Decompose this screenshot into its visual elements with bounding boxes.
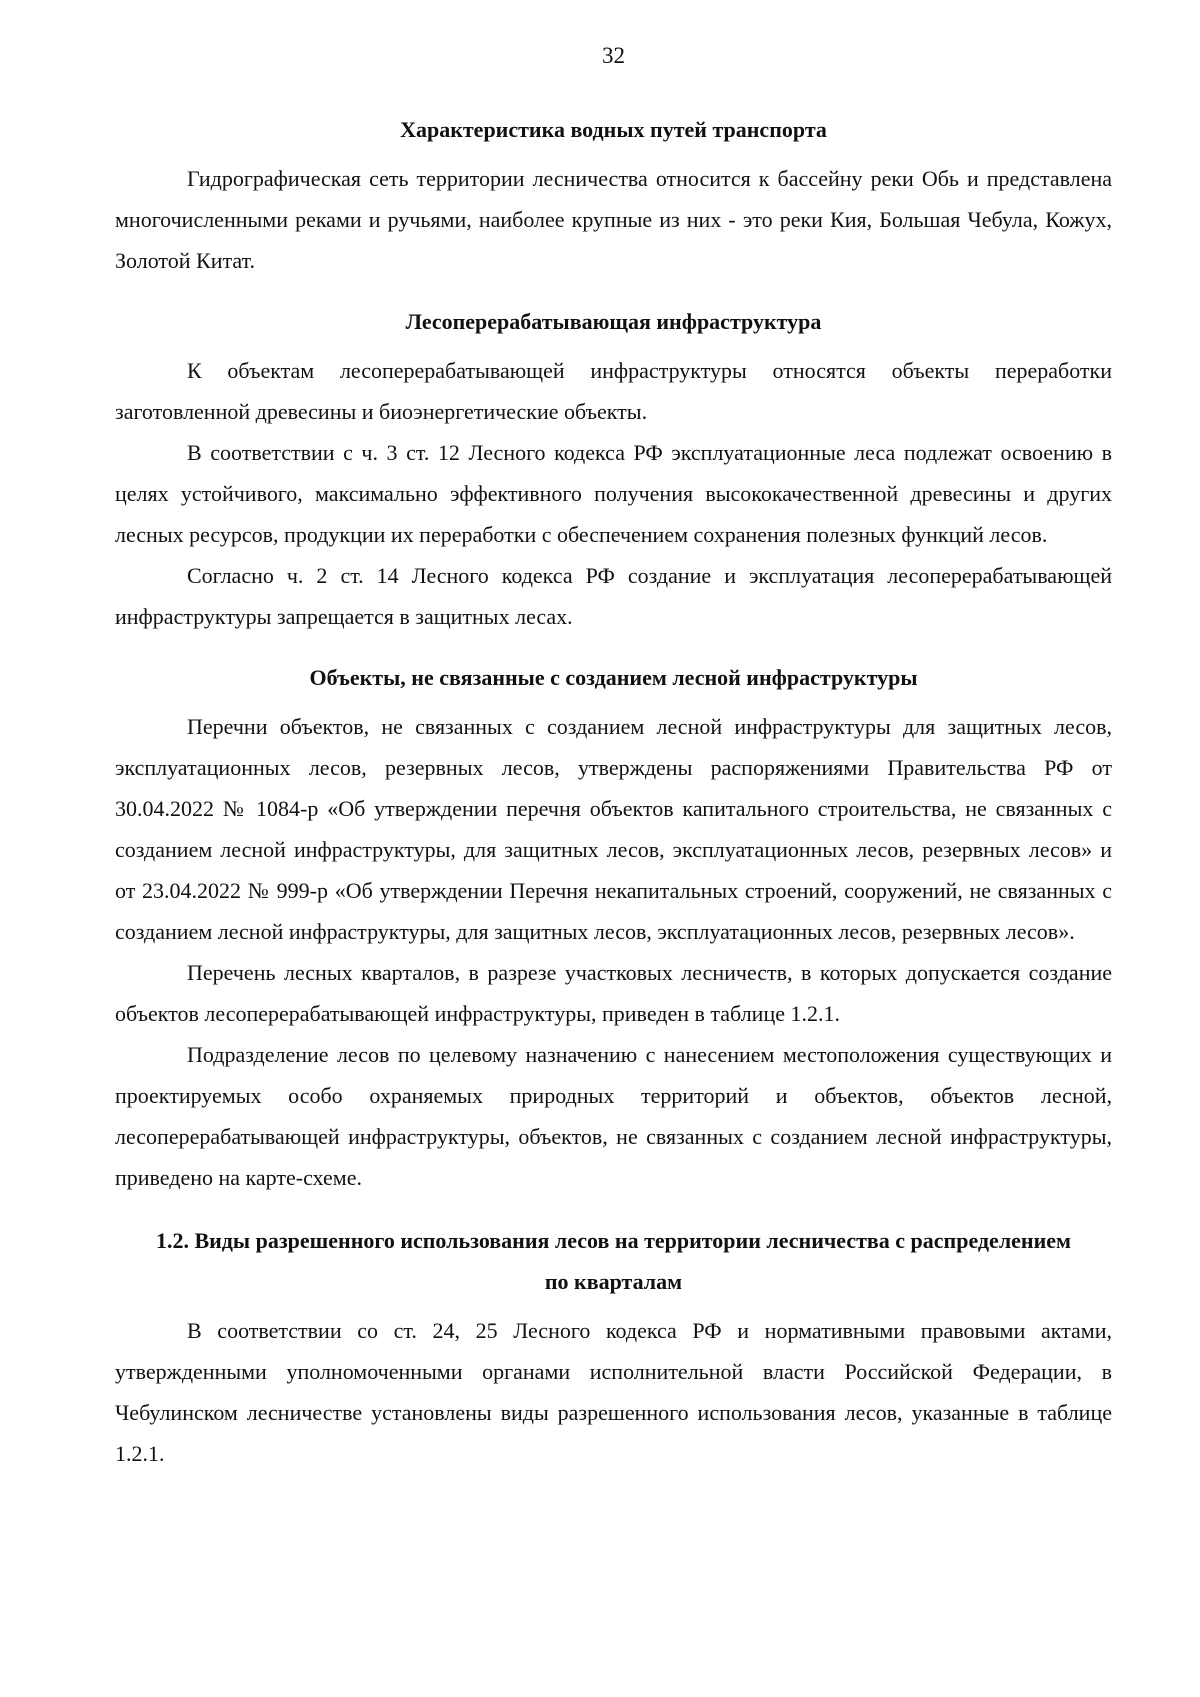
section-heading-permitted-use: 1.2. Виды разрешенного использования лесов на территории лесничества с распределением по кварталам bbox=[155, 1228, 1072, 1294]
page-number: 32 bbox=[602, 43, 625, 68]
section-non-infrastructure bbox=[115, 651, 1112, 1198]
document-content bbox=[115, 103, 1112, 1474]
section-permitted-use bbox=[115, 1212, 1112, 1474]
paragraph: В соответствии с ч. 3 ст. 12 Лесного кодекса РФ эксплуатационные леса подлежат освоению в целях устойчивого, максимально эффективного получения высококачественной древесины и других лесных ресурсов, продукции их переработки с обеспечением сохранения полезных функций лесов. bbox=[115, 440, 1112, 547]
paragraph: К объектам лесоперерабатывающей инфраструктуры относятся объекты переработки заготовленной древесины и биоэнергетические объекты. bbox=[115, 358, 1112, 424]
paragraph: Перечень лесных кварталов, в разрезе участковых лесничеств, в которых допускается создание объектов лесоперерабатывающей инфраструктуры, приведен в таблице 1.2.1. bbox=[115, 960, 1112, 1026]
paragraph: Гидрографическая сеть территории лесничества относится к бассейну реки Обь и представлена многочисленными реками и ручьями, наиболее крупные из них - это реки Кия, Большая Чебула, Кожух, Золотой Китат. bbox=[115, 166, 1112, 273]
section-wood-processing bbox=[115, 295, 1112, 637]
section-heading-non-infrastructure: Объекты, не связанные с созданием лесной инфраструктуры bbox=[309, 665, 918, 690]
paragraph: Согласно ч. 2 ст. 14 Лесного кодекса РФ создание и эксплуатация лесоперерабатывающей инфраструктуры запрещается в защитных лесах. bbox=[115, 563, 1112, 629]
section-heading-wood-processing: Лесоперерабатывающая инфраструктура bbox=[405, 309, 822, 334]
paragraph: Перечни объектов, не связанных с созданием лесной инфраструктуры для защитных лесов, эксплуатационных лесов, резервных лесов, утверждены распоряжениями Правительства РФ от 30.04.2022 № 1084-р «Об утверждении перечня объектов капитального строительства, не связанных с созданием лесной инфраструктуры, для защитных лесов, эксплуатационных лесов, резервных лесов» и от 23.04.2022 № 999-р «Об утверждении Перечня некапитальных строений, сооружений, не связанных с созданием лесной инфраструктуры, для защитных лесов, эксплуатационных лесов, резервных лесов». bbox=[115, 714, 1112, 944]
section-waterways bbox=[115, 103, 1112, 281]
paragraph: В соответствии со ст. 24, 25 Лесного кодекса РФ и нормативными правовыми актами, утвержденными уполномоченными органами исполнительной власти Российской Федерации, в Чебулинском лесничестве установлены виды разрешенного использования лесов, указанные в таблице 1.2.1. bbox=[115, 1318, 1112, 1466]
paragraph: Подразделение лесов по целевому назначению с нанесением местоположения существующих и проектируемых особо охраняемых природных территорий и объектов, объектов лесной, лесоперерабатывающей инфраструктуры, объектов, не связанных с созданием лесной инфраструктуры, приведено на карте-схеме. bbox=[115, 1042, 1112, 1190]
section-heading-waterways: Характеристика водных путей транспорта bbox=[400, 117, 827, 142]
